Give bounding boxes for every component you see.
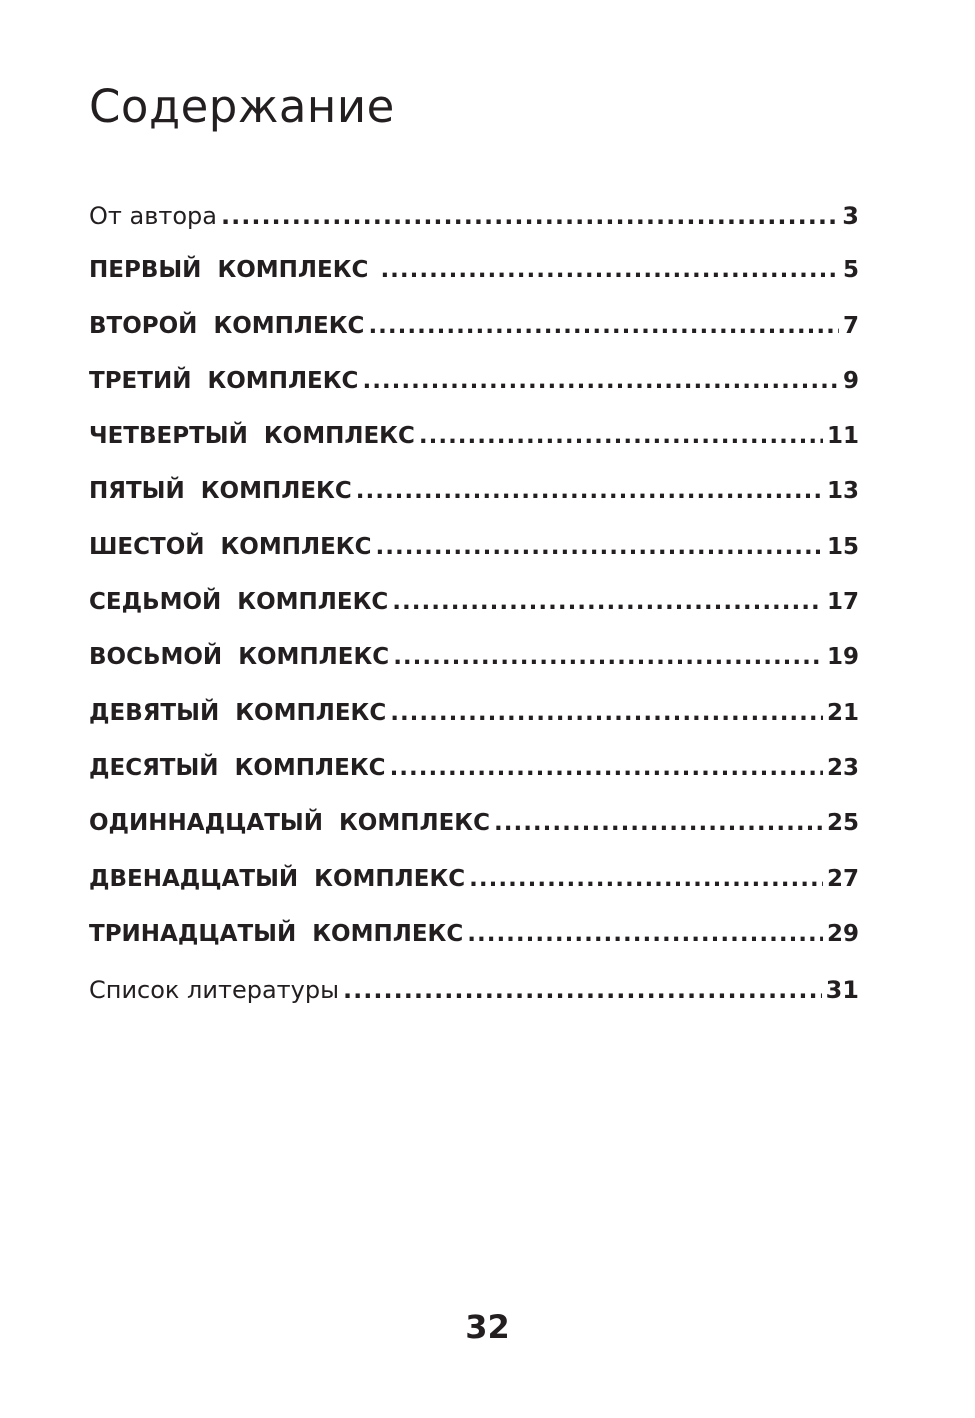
toc-entry[interactable] [89, 700, 859, 755]
toc-entry[interactable] [89, 921, 859, 976]
toc-entry-page: 13 [826, 478, 859, 505]
toc-entry-label: ТРИНАДЦАТЫЙ КОМПЛЕКС [89, 920, 464, 947]
toc-entry-label: ШЕСТОЙ КОМПЛЕКС [89, 533, 372, 560]
toc-leader-dots [343, 976, 822, 1004]
page-title: Содержание [89, 80, 395, 133]
toc-entry[interactable] [89, 589, 859, 644]
toc-entry[interactable] [89, 644, 859, 699]
toc-entry-label: ОДИННАДЦАТЫЙ КОМПЛЕКС [89, 810, 490, 837]
toc-leader-dots [390, 755, 823, 781]
toc-leader-dots [469, 866, 823, 892]
toc-entry-page: 7 [842, 312, 859, 339]
toc-entry-page: 3 [842, 202, 859, 230]
toc-leader-dots [494, 810, 823, 836]
toc-entry[interactable] [89, 202, 859, 257]
toc-leader-dots [380, 257, 839, 283]
toc-entry-page: 29 [826, 920, 859, 947]
toc-leader-dots [368, 313, 839, 339]
toc-leader-dots [356, 478, 823, 504]
toc-entry-label: Список литературы [89, 976, 340, 1005]
toc-entry[interactable] [89, 810, 859, 865]
toc-leader-dots [392, 589, 823, 615]
toc-entry-label: ТРЕТИЙ КОМПЛЕКС [89, 367, 359, 394]
toc-entry-page: 19 [826, 644, 859, 671]
toc-leader-dots [221, 202, 838, 230]
toc-leader-dots [376, 534, 823, 560]
toc-entry-page: 25 [826, 810, 859, 837]
toc-entry-page: 15 [826, 533, 859, 560]
toc-entry-label: СЕДЬМОЙ КОМПЛЕКС [89, 589, 389, 616]
toc-entry-label: ДВЕНАДЦАТЫЙ КОМПЛЕКС [89, 865, 466, 892]
toc-entry-page: 21 [826, 699, 859, 726]
toc-entry-label: ПЯТЫЙ КОМПЛЕКС [89, 478, 352, 505]
toc-leader-dots [419, 423, 823, 449]
toc-entry-label: ДЕСЯТЫЙ КОМПЛЕКС [89, 754, 386, 781]
toc-entry-page: 5 [842, 257, 859, 284]
toc-entry-page: 11 [826, 423, 859, 450]
toc-entry-page: 17 [826, 589, 859, 616]
toc-entry[interactable] [89, 478, 859, 533]
toc-leader-dots [393, 644, 823, 670]
toc-entry[interactable] [89, 755, 859, 810]
toc-entry-page: 31 [825, 976, 859, 1005]
toc-entry-page: 9 [842, 367, 859, 394]
page-number: 32 [465, 1308, 510, 1346]
toc-entry[interactable] [89, 313, 859, 368]
toc-entry[interactable] [89, 423, 859, 478]
toc-entry-page: 27 [826, 865, 859, 892]
toc-entry[interactable] [89, 976, 859, 1031]
toc-entry-label: От автора [89, 202, 217, 230]
toc-entry-label: ВОСЬМОЙ КОМПЛЕКС [89, 644, 390, 671]
toc-entry[interactable] [89, 257, 859, 312]
toc-entry-label: ВТОРОЙ КОМПЛЕКС [89, 312, 365, 339]
toc-leader-dots [362, 368, 839, 394]
toc-leader-dots [467, 921, 823, 947]
toc-leader-dots [390, 700, 823, 726]
toc-entry-label: ДЕВЯТЫЙ КОМПЛЕКС [89, 699, 387, 726]
toc-entry[interactable] [89, 866, 859, 921]
toc-entry[interactable] [89, 368, 859, 423]
toc-entry[interactable] [89, 534, 859, 589]
toc-entry-label: ПЕРВЫЙ КОМПЛЕКС [89, 257, 377, 284]
toc-entry-page: 23 [826, 754, 859, 781]
table-of-contents [89, 202, 859, 1031]
toc-entry-label: ЧЕТВЕРТЫЙ КОМПЛЕКС [89, 423, 415, 450]
